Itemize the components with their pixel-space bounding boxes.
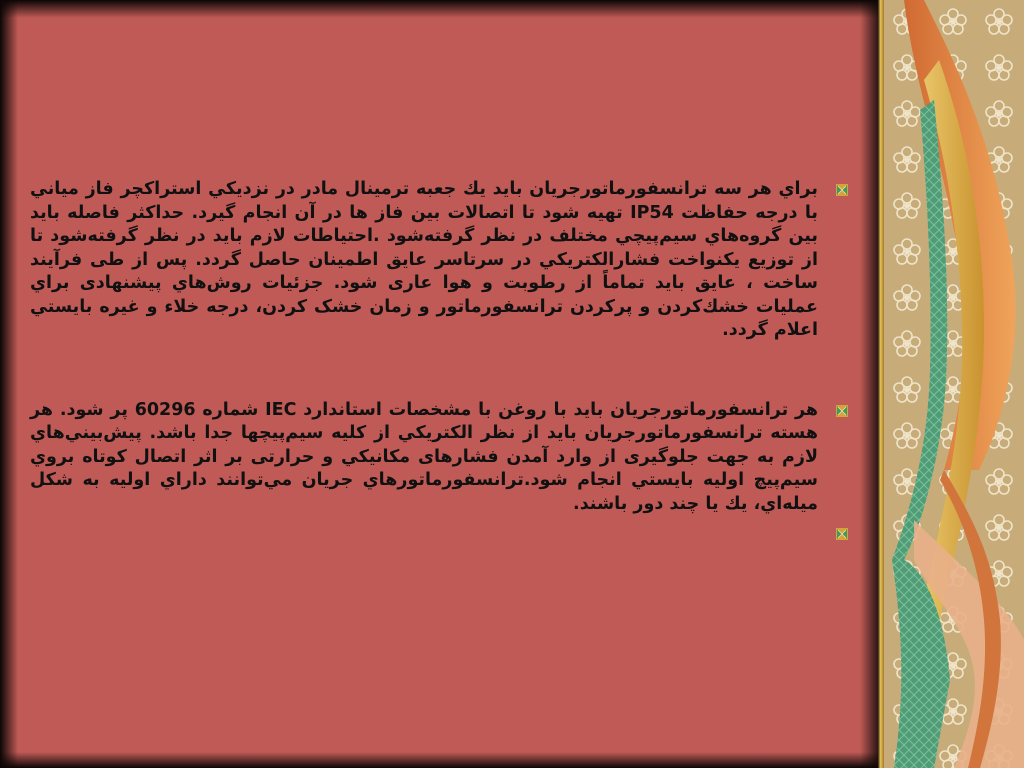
list-item <box>30 399 848 517</box>
paragraph-text: براي هر سه ترانسفورماتورجريان بايد يك جعبه ترمينال مادر در نزديكي استراكچر فاز مياني با درجه حفاظت IP54 تهيه شود تا اتصالات بين فاز ها در آن انجام گيرد. حداكثر فاصله بايد بين گروه‌هاي سيم‌پيچي مختلف در نظر گرفته‌شود .احتياطات لازم بايد در نظر گرفته‌شود تا از توزيع يكنواخت فشارالكتريكي در سرتاسر عايق اطمينان حاصل گردد. پس از طی فرآيند ساخت ، عايق بايد تماماً از رطوبت و هوا عاری شود. جزئيات روش‌هاي پيشنهادی براي عمليات خشك‌كردن و پركردن ترانسفورماتور و زمان خشک كردن، درجه خلاء و غيره بايستي اعلام گردد. <box>30 179 818 340</box>
paragraph-text: هر ترانسفورماتورجريان بايد با روغن با مشخصات استاندارد IEC شماره 60296 پر شود. هر هسته ترانسفورماتورجريان بايد از نظر الكتريكي از كليه سيم‌پيچها جدا باشد. پيش‌بيني‌هاي لازم به جهت جلوگيری از وارد آمدن فشارهای مكانيكي و حرارتی بر اثر اتصال كوتاه بروي سيم‌پيچ اوليه بايستي انجام شود.ترانسفورماتورهاي جريان مي‌توانند داراي اوليه به شكل ميله‌اي، يك يا چند دور باشند. <box>30 399 818 514</box>
ornamental-bullet-icon <box>836 184 848 196</box>
ornamental-bullet-icon <box>836 528 848 540</box>
decorative-floral-panel <box>884 0 1024 768</box>
list-item <box>30 178 848 343</box>
slide-body <box>30 178 848 546</box>
list-item-empty <box>30 522 848 546</box>
slide-edge-shadow-bottom <box>0 752 880 768</box>
ornamental-bullet-icon <box>836 405 848 417</box>
slide-edge-shadow-top <box>0 0 880 18</box>
slide-edge-shadow-left <box>0 0 18 768</box>
